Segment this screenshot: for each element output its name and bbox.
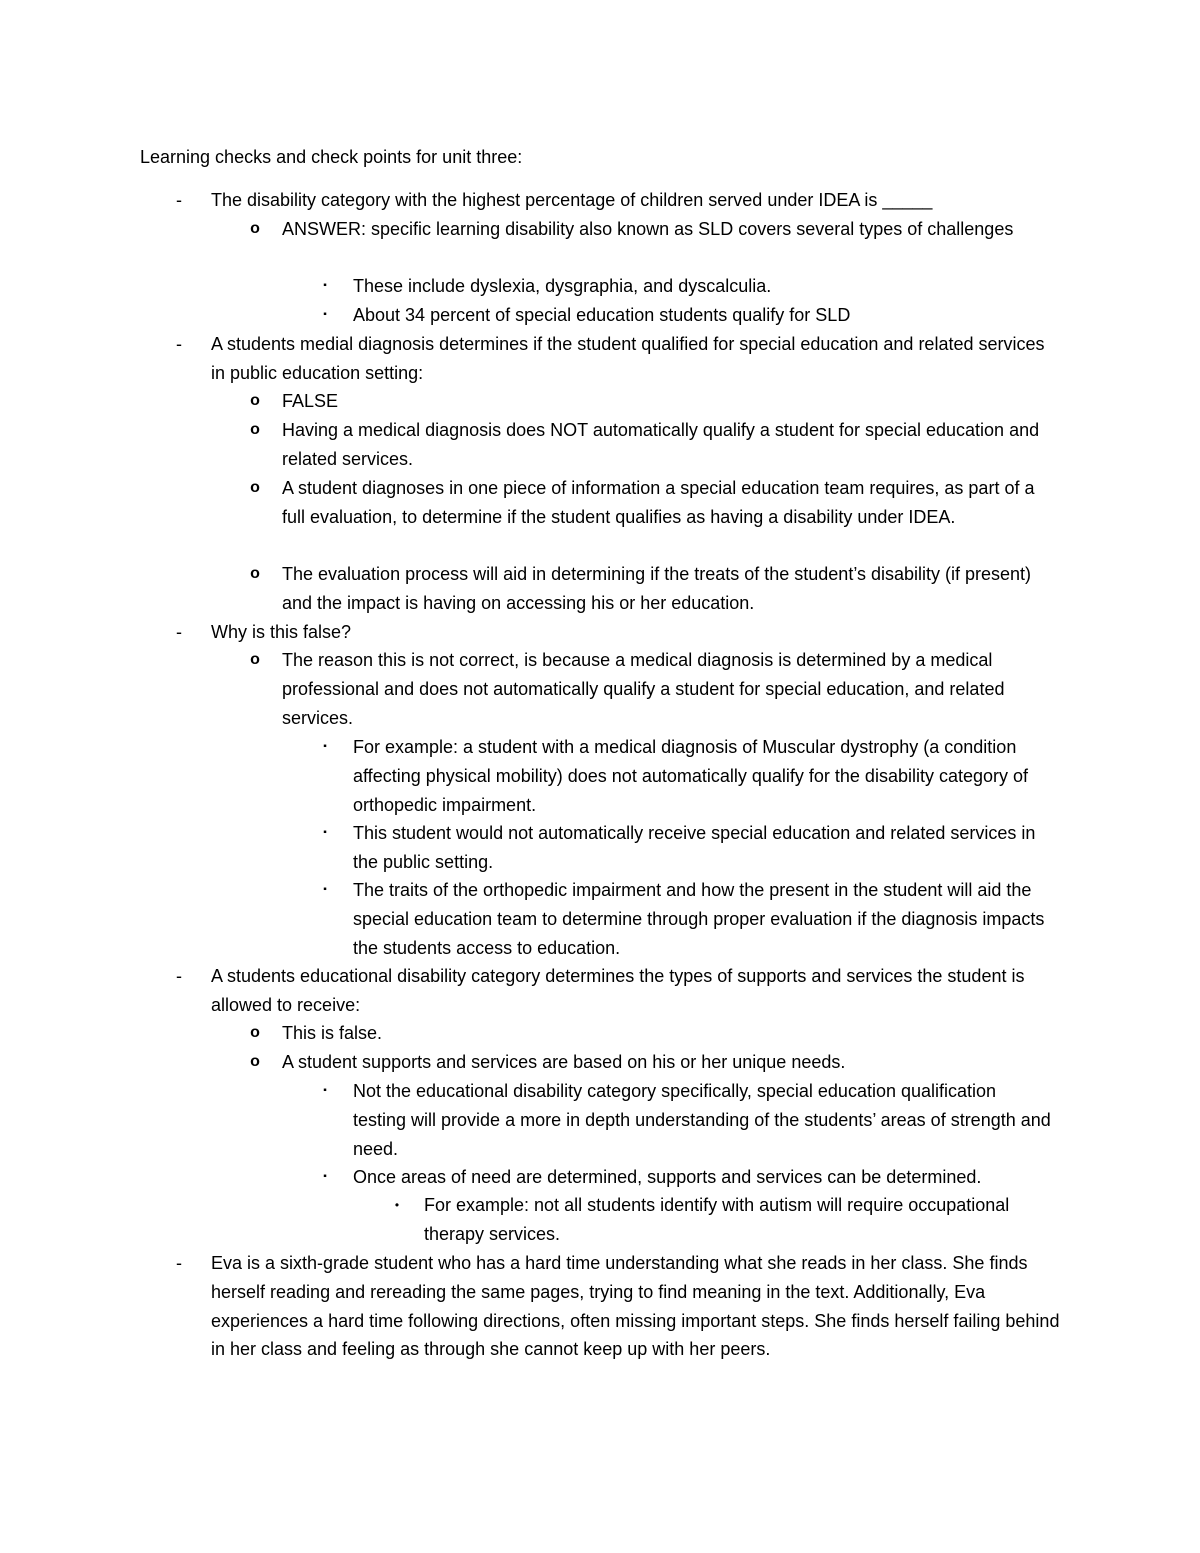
dash-bullet-icon: -: [176, 622, 182, 642]
circle-bullet-icon: o: [250, 1053, 260, 1070]
list-item: This student would not automatically receive special education and related services in the public setting.: [353, 823, 1036, 872]
list-item: The disability category with the highest percentage of children served under IDEA is _____: [211, 190, 933, 210]
circle-bullet-icon: o: [250, 1024, 260, 1041]
document-title: Learning checks and check points for unit three:: [140, 147, 523, 167]
dash-bullet-icon: -: [176, 966, 182, 986]
dash-bullet-icon: -: [176, 190, 182, 210]
list-item: Once areas of need are determined, supports and services can be determined.: [353, 1167, 982, 1187]
square-bullet-icon: ▪: [323, 309, 327, 320]
circle-bullet-icon: o: [250, 479, 260, 496]
circle-bullet-icon: o: [250, 651, 260, 668]
square-bullet-icon: ▪: [323, 827, 327, 838]
list-item: A students educational disability category determines the types of supports and services the student is allowed to receive:: [211, 966, 1025, 1015]
list-item: A students medial diagnosis determines if the student qualified for special education and related services in public education setting:: [211, 334, 1045, 383]
list-item: The evaluation process will aid in determining if the treats of the student’s disability (if present) and the impact is having on accessing his or her education.: [282, 564, 1032, 613]
dash-bullet-icon: -: [176, 1253, 182, 1273]
list-item: The reason this is not correct, is because a medical diagnosis is determined by a medical professional and does not automatically qualify a student for special education, and related services.: [282, 650, 1005, 728]
list-item: Having a medical diagnosis does NOT automatically qualify a student for special education and related services.: [282, 420, 1040, 469]
list-item: For example: a student with a medical diagnosis of Muscular dystrophy (a condition affecting physical mobility) does not automatically qualify for the disability category of orthopedic impairment.: [353, 737, 1029, 815]
list-item: About 34 percent of special education students qualify for SLD: [353, 305, 851, 325]
list-item: A student supports and services are based on his or her unique needs.: [282, 1052, 846, 1072]
list-item: This is false.: [282, 1023, 383, 1043]
list-item: Why is this false?: [211, 622, 352, 642]
circle-bullet-icon: o: [250, 565, 260, 582]
square-bullet-icon: ▪: [323, 1171, 327, 1182]
circle-bullet-icon: o: [250, 421, 260, 438]
list-item: FALSE: [282, 391, 339, 411]
list-item: ANSWER: specific learning disability also known as SLD covers several types of challenges: [282, 219, 1014, 239]
square-bullet-icon: ▪: [323, 1085, 327, 1096]
list-item: Eva is a sixth-grade student who has a hard time understanding what she reads in her class. She finds herself reading and rereading the same pages, trying to find meaning in the text. Additionally, Eva experiences a hard time following directions, often missing important steps. She finds herself failing behind in her class and feeling as through she cannot keep up with her peers.: [211, 1253, 1060, 1360]
list-item: A student diagnoses in one piece of information a special education team requires, as part of a full evaluation, to determine if the student qualifies as having a disability under IDEA.: [282, 478, 1035, 527]
circle-bullet-icon: o: [250, 220, 260, 237]
dot-bullet-icon: •: [394, 1198, 400, 1212]
list-item: These include dyslexia, dysgraphia, and dyscalculia.: [353, 276, 772, 296]
square-bullet-icon: ▪: [323, 280, 327, 291]
list-item: The traits of the orthopedic impairment and how the present in the student will aid the special education team to determine through proper evaluation if the diagnosis impacts the students access to education.: [353, 880, 1045, 958]
list-item: Not the educational disability category specifically, special education qualification testing will provide a more in depth understanding of the students’ areas of strength and need.: [353, 1081, 1051, 1159]
dash-bullet-icon: -: [176, 334, 182, 354]
square-bullet-icon: ▪: [323, 884, 327, 895]
square-bullet-icon: ▪: [323, 741, 327, 752]
circle-bullet-icon: o: [250, 392, 260, 409]
list-item: For example: not all students identify with autism will require occupational therapy services.: [424, 1195, 1010, 1244]
